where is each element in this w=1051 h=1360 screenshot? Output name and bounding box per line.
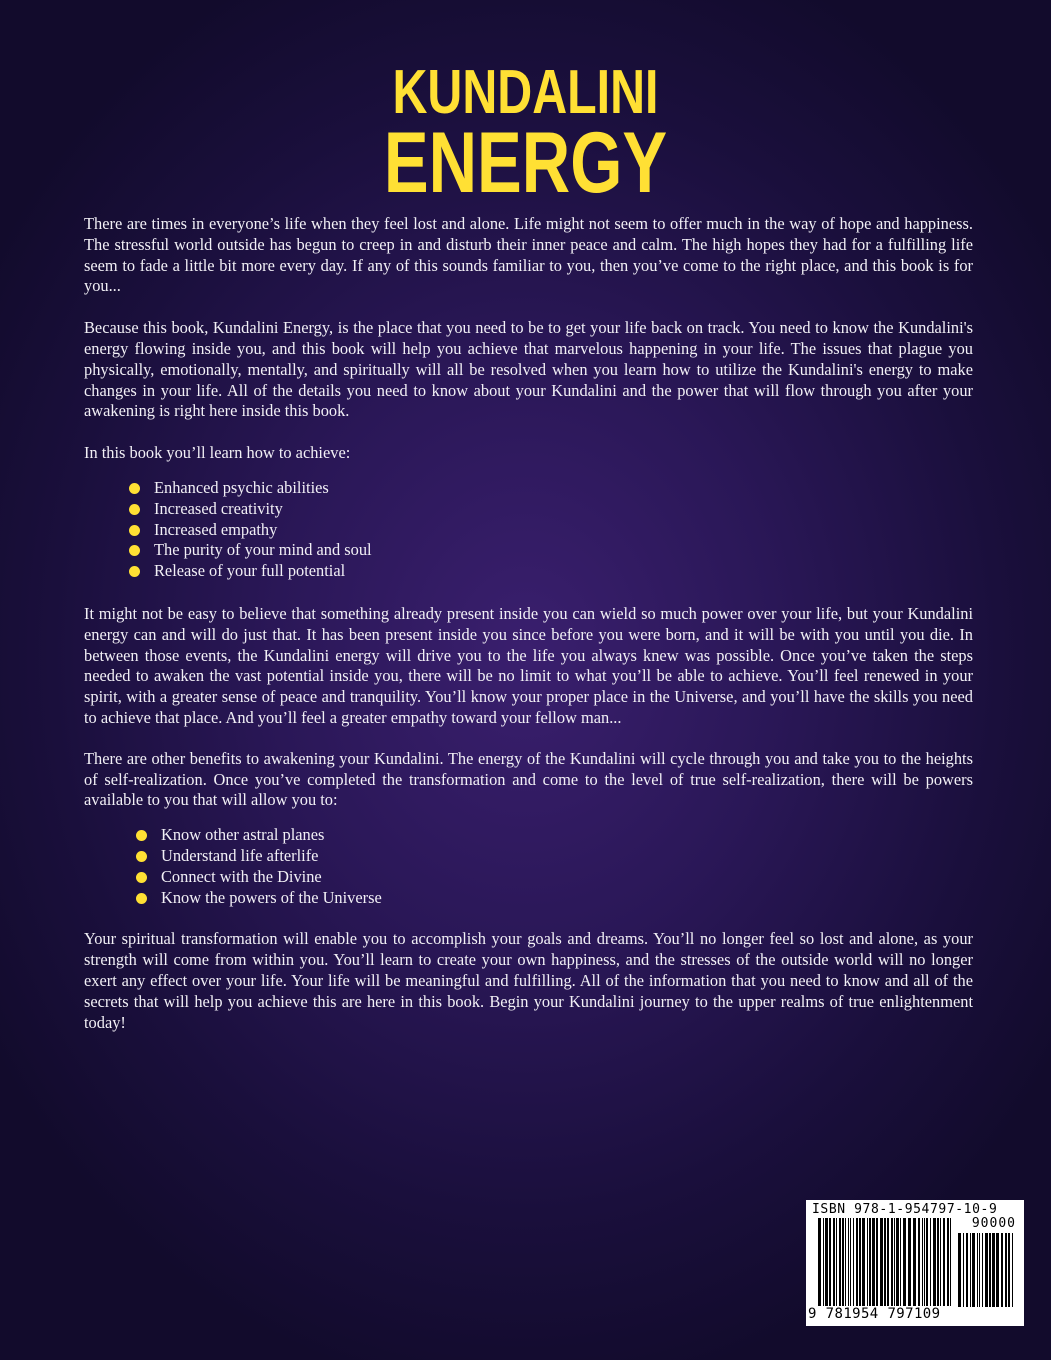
paragraph-book: Because this book, Kundalini Energy, is the place that you need to be to get your life back on track. You need to know the Kundalini's energy flowing inside you, and this book will help you achieve that marvelous happening in your life. The issues that plague you physically, emotionally, mentally, and spiritually will all be resolved when you learn how to utilize the Kundalini's energy to make changes in your life. All of the details you need to know about your Kundalini and the power that will flow through you after your awakening is right here inside this book.	[84, 318, 973, 421]
bullet-dot-icon	[136, 872, 147, 883]
barcode-bar	[896, 1218, 899, 1306]
barcode-bar	[880, 1218, 883, 1306]
barcode-bar	[887, 1218, 889, 1306]
barcode-bar	[848, 1218, 849, 1306]
barcode-bar	[876, 1218, 878, 1306]
bullet-dot-icon	[129, 504, 140, 515]
blurb	[84, 214, 973, 1033]
addon-barcode-bars	[958, 1233, 1016, 1311]
barcode-bar	[839, 1218, 841, 1306]
book-title	[0, 58, 1051, 211]
barcode-bar	[823, 1218, 824, 1306]
barcode-bar	[937, 1218, 939, 1306]
bullet-dot-icon	[136, 893, 147, 904]
achieve-list	[84, 478, 973, 582]
bullet-dot-icon	[129, 566, 140, 577]
barcode-bar	[966, 1233, 968, 1307]
barcode-bar	[985, 1233, 988, 1307]
barcode-bar	[1012, 1233, 1013, 1307]
barcode-bar	[825, 1218, 828, 1306]
barcode-bar	[977, 1233, 978, 1307]
list-item: Increased creativity	[129, 499, 973, 520]
powers-list	[84, 825, 973, 908]
barcode-bar	[829, 1218, 831, 1306]
barcode-bar	[970, 1233, 971, 1307]
ean-digits: 9 781954 797109	[808, 1306, 941, 1322]
paragraph-power: It might not be easy to believe that something already present inside you can wield so much power over your life, but your Kundalini energy can and will do just that. It has been present inside you since before you were born, and it will be with you until you die. In between those events, the Kundalini energy will drive you to the life you always knew was possible. Once you’ve taken the steps needed to awaken the vast potential inside you, there will be no limit to what you’ll be able to achieve. You’ll feel renewed in your spirit, with a greater sense of peace and tranquility. You’ll know your proper place in the Universe, and you’ll have the skills you need to achieve that place. And you’ll feel a greater empathy toward your fellow man...	[84, 603, 973, 727]
barcode-bar	[922, 1218, 923, 1306]
ean-barcode-bars	[818, 1218, 954, 1308]
list-item: Enhanced psychic abilities	[129, 478, 973, 499]
paragraph-learn-lead: In this book you’ll learn how to achieve:	[84, 443, 351, 463]
isbn-number: ISBN 978-1-954797-10-9	[812, 1202, 998, 1217]
list-item: The purity of your mind and soul	[129, 540, 973, 561]
barcode-bar	[842, 1218, 844, 1306]
barcode-bar	[856, 1218, 858, 1306]
barcode-bar	[891, 1218, 893, 1306]
barcode-bar	[908, 1218, 911, 1306]
title-line-1: KUNDALINI	[392, 58, 659, 127]
bullet-dot-icon	[136, 830, 147, 841]
barcode-bar	[950, 1218, 951, 1306]
barcode-bar	[869, 1218, 871, 1306]
list-item: Know other astral planes	[136, 825, 973, 846]
bullet-dot-icon	[129, 525, 140, 536]
barcode-bar	[1005, 1233, 1007, 1307]
barcode-bar	[859, 1218, 861, 1306]
paragraph-benefits: There are other benefits to awakening your Kundalini. The energy of the Kundalini will cycle through you and take you to the heights of self-realization. Once you’ve completed the transformation and come to the level of true self-realization, there will be powers available to you that will allow you to:	[84, 748, 973, 810]
barcode-bar	[845, 1218, 846, 1306]
paragraph-closing: Your spiritual transformation will enable you to accomplish your goals and dreams. You’ll no longer feel so lost and alone, as your strength will come from within you. You’ll learn to create your own happiness, and the stresses of the outside world will no longer exert any effect over your life. Your life will be meaningful and fulfilling. All of the information that you need to know and all of the secrets that will help you achieve this are here in this book. Begin your Kundalini journey to the upper realms of true enlightenment today!	[84, 929, 973, 1032]
barcode-bar	[996, 1233, 999, 1307]
barcode-bar	[903, 1218, 906, 1306]
barcode-bar	[872, 1218, 875, 1306]
barcode-bar	[958, 1233, 961, 1307]
barcode-bar	[982, 1233, 983, 1307]
barcode-bar	[894, 1218, 895, 1306]
barcode-bar	[972, 1233, 975, 1307]
barcode-bar	[850, 1218, 851, 1306]
barcode-bar	[943, 1218, 945, 1306]
barcode-bar	[853, 1218, 854, 1306]
barcode-bar	[900, 1218, 901, 1306]
barcode-bar	[918, 1218, 920, 1306]
bullet-dot-icon	[129, 545, 140, 556]
barcode-bar	[979, 1233, 980, 1307]
barcode-bar	[930, 1218, 931, 1306]
barcode-bar	[836, 1218, 837, 1306]
paragraph-intro: There are times in everyone’s life when they feel lost and alone. Life might not seem to offer much in the way of hope and happiness. The stressful world outside has begun to creep in and disturb their inner peace and calm. The high hopes they had for a fulfilling life seem to fade a little bit more every day. If any of this sounds familiar to you, then you’ve come to the right place, and this book is for you...	[84, 214, 973, 296]
barcode-bar	[833, 1218, 835, 1306]
price-code: 90000	[971, 1216, 1016, 1231]
list-item: Know the powers of the Universe	[136, 888, 973, 909]
barcode-bar	[963, 1233, 964, 1307]
barcode-bar	[933, 1218, 936, 1306]
list-item: Release of your full potential	[129, 561, 973, 582]
barcode-bar	[818, 1218, 821, 1306]
barcode-bar	[867, 1218, 868, 1306]
barcode-bar	[940, 1218, 941, 1306]
list-item: Connect with the Divine	[136, 867, 973, 888]
barcode-bar	[913, 1218, 916, 1306]
barcode-bar	[862, 1218, 865, 1306]
title-line-2: ENERGY	[383, 115, 668, 211]
list-item: Understand life afterlife	[136, 846, 973, 867]
list-item: Increased empathy	[129, 520, 973, 541]
bullet-dot-icon	[129, 483, 140, 494]
bullet-dot-icon	[136, 851, 147, 862]
barcode-bar	[947, 1218, 949, 1306]
barcode-bar	[884, 1218, 886, 1306]
barcode-bar	[992, 1233, 995, 1307]
barcode-bar	[924, 1218, 925, 1306]
isbn-barcode	[806, 1200, 1024, 1326]
barcode-bar	[1008, 1233, 1010, 1307]
barcode-bar	[1001, 1233, 1003, 1307]
barcode-bar	[989, 1233, 991, 1307]
barcode-bar	[926, 1218, 928, 1306]
